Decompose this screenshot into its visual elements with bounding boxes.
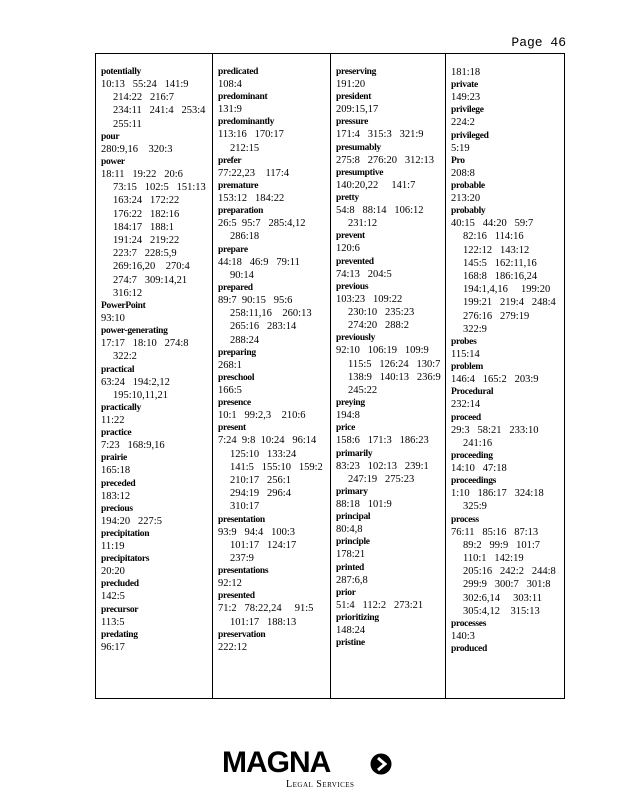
index-page-refs: 11:19 (101, 541, 125, 553)
index-page-refs: 245:22 (348, 385, 378, 397)
index-term: prairie (101, 453, 127, 464)
index-page-refs: 208:8 (451, 167, 475, 179)
index-term: presented (218, 591, 255, 602)
index-term: preserving (336, 67, 377, 77)
index-page-refs: 10:1 99:2,3 210:6 (218, 410, 306, 422)
index-term: produced (451, 644, 487, 655)
index-page-refs: 178:21 (336, 549, 366, 561)
index-page-refs: 83:23 102:13 239:1 (336, 460, 429, 472)
index-term: practically (101, 403, 141, 414)
index-page-refs: 265:16 283:14 (230, 321, 297, 333)
index-term: precluded (101, 579, 139, 590)
index-term: probable (451, 181, 485, 192)
index-term: pristine (336, 638, 365, 649)
index-page-refs: 113:5 (101, 616, 125, 628)
index-page-refs: 120:6 (336, 243, 360, 255)
index-page-refs: 322:9 (463, 323, 487, 335)
index-term: premature (218, 181, 259, 192)
index-page-refs: 165:18 (101, 465, 131, 477)
index-term: precious (101, 503, 133, 514)
index-page-refs: 115:14 (451, 349, 480, 361)
index-page-refs: 73:15 102:5 151:13 (113, 182, 206, 194)
index-page-refs: 1:10 186:17 324:18 (451, 488, 544, 500)
index-page-refs: 258:11,16 260:13 (230, 308, 312, 320)
index-page-refs: 241:16 (463, 437, 493, 449)
index-term: present (218, 423, 246, 434)
index-page-refs: 158:6 171:3 186:23 (336, 435, 429, 447)
index-term: potentially (101, 67, 141, 77)
index-term: process (451, 514, 479, 525)
index-page-refs: 7:24 9:8 10:24 96:14 (218, 435, 317, 447)
index-page-refs: 142:5 (101, 591, 125, 603)
index-page-refs: 194:8 (336, 410, 360, 422)
index-page-refs: 274:20 288:2 (348, 320, 409, 332)
index-page-refs: 205:16 242:2 244:8 (463, 566, 556, 578)
index-page-refs: 288:24 (230, 334, 260, 346)
index-page-refs: 210:17 256:1 (230, 475, 291, 487)
index-term: predicated (218, 67, 259, 77)
index-term: pretty (336, 193, 359, 204)
index-term: privileged (451, 130, 489, 141)
index-page-refs: 247:19 275:23 (348, 473, 415, 485)
index-page-refs: 89:2 99:9 101:7 (463, 539, 541, 551)
index-term: prioritizing (336, 613, 379, 624)
index-column-4 (445, 54, 564, 698)
index-column-3 (330, 54, 445, 698)
index-page-refs: 63:24 194:2,12 (101, 376, 170, 388)
index-page-refs: 93:9 94:4 100:3 (218, 526, 296, 538)
index-page-refs: 103:23 109:22 (336, 293, 403, 305)
index-term: probes (451, 337, 477, 348)
index-page-refs: 89:7 90:15 95:6 (218, 295, 293, 307)
index-term: power (101, 157, 125, 168)
index-page-refs: 90:14 (230, 269, 254, 281)
index-term: power-generating (101, 326, 168, 337)
index-page-refs: 141:5 155:10 159:2 (230, 461, 323, 473)
index-page-refs: 5:19 (451, 142, 470, 154)
index-column-1 (96, 54, 212, 698)
index-page-refs: 20:20 (101, 566, 125, 578)
index-page-refs: 310:17 (230, 501, 260, 513)
index-page-refs: 223:7 228:5,9 (113, 248, 177, 260)
index-page-refs: 145:5 162:11,16 (463, 257, 537, 269)
index-term: preying (336, 398, 365, 409)
index-page-refs: 299:9 300:7 301:8 (463, 579, 551, 591)
index-term: pour (101, 131, 120, 142)
index-page-refs: 14:10 47:18 (451, 463, 507, 475)
index-term: price (336, 423, 356, 434)
index-page-refs: 29:3 58:21 233:10 (451, 424, 539, 436)
index-page-refs: 194:1,4,16 199:20 (463, 284, 551, 296)
index-term: preservation (218, 629, 266, 640)
index-page-refs: 101:17 124:17 (230, 539, 297, 551)
index-term: proceeding (451, 451, 493, 462)
index-page-refs: 138:9 140:13 236:9 (348, 371, 441, 383)
index-page-refs: 183:12 (101, 490, 131, 502)
index-page-refs: 234:11 241:4 253:4 (113, 105, 206, 117)
index-page-refs: 122:12 143:12 (463, 244, 530, 256)
index-term: presumptive (336, 167, 384, 178)
index-term: precipitation (101, 529, 150, 540)
index-page-refs: 274:7 309:14,21 (113, 274, 188, 286)
index-page-refs: 92:12 (218, 578, 242, 590)
index-page-refs: 224:2 (451, 117, 475, 129)
index-page-refs: 166:5 (218, 385, 242, 397)
index-page-refs: 96:17 (101, 641, 125, 653)
index-page-refs: 171:4 315:3 321:9 (336, 129, 424, 141)
index-page-refs: 322:2 (113, 351, 137, 363)
index-page-refs: 268:1 (218, 359, 242, 371)
index-page-refs: 40:15 44:20 59:7 (451, 218, 534, 230)
index-term: previous (336, 281, 369, 292)
index-page-refs: 280:9,16 320:3 (101, 143, 173, 155)
index-page-refs: 275:8 276:20 312:13 (336, 154, 435, 166)
index-page-refs: 92:10 106:19 109:9 (336, 345, 429, 357)
index-page-refs: 113:16 170:17 (218, 129, 284, 141)
index-page-refs: 255:11 (113, 118, 142, 130)
index-term: prior (336, 587, 356, 598)
magna-logo (222, 746, 397, 794)
index-term: processes (451, 619, 487, 630)
index-page-refs: 276:16 279:19 (463, 310, 530, 322)
index-page-refs: 101:17 188:13 (230, 616, 297, 628)
index-page-refs: 176:22 182:16 (113, 208, 180, 220)
index-page-refs: 222:12 (218, 641, 248, 653)
index-page-refs: 191:20 (336, 79, 366, 90)
index-page-refs: 11:22 (101, 415, 125, 427)
index-page-refs: 80:4,8 (336, 524, 363, 536)
index-term: preparing (218, 347, 256, 358)
index-page-refs: 115:5 126:24 130:7 (348, 358, 441, 370)
index-page-refs: 140:3 (451, 631, 475, 643)
index-page-refs: 82:16 114:16 (463, 231, 524, 243)
index-term: primary (336, 487, 368, 498)
index-page-refs: 149:23 (451, 92, 481, 104)
index-page-refs: 232:14 (451, 399, 481, 411)
index-page-refs: 44:18 46:9 79:11 (218, 256, 300, 268)
index-term: practical (101, 364, 135, 375)
index-term: preceded (101, 478, 136, 489)
index-page-refs: 209:15,17 (336, 104, 379, 116)
index-term: predominant (218, 92, 268, 103)
index-page-refs: 316:12 (113, 287, 143, 299)
index-page-refs: 163:24 172:22 (113, 195, 180, 207)
index-term: preschool (218, 373, 255, 384)
index-term: privilege (451, 105, 484, 116)
index-term: Pro (451, 155, 465, 166)
index-page-refs: 212:15 (230, 142, 260, 154)
index-page-refs: 76:11 85:16 87:13 (451, 526, 539, 538)
logo-subtitle: Legal Services (286, 779, 355, 790)
index-page-refs: 17:17 18:10 274:8 (101, 338, 189, 350)
index-page-refs: 287:6,8 (336, 574, 368, 586)
circle-chevron-right-icon (370, 753, 392, 775)
page-number: Page 46 (511, 35, 566, 50)
index-page-refs: 146:4 165:2 203:9 (451, 374, 539, 386)
index-column-2 (212, 54, 330, 698)
index-term: preparation (218, 206, 264, 217)
index-term: Procedural (451, 387, 494, 398)
index-page-refs: 153:12 184:22 (218, 193, 285, 205)
index-term: precipitators (101, 554, 150, 565)
logo-wordmark: MAGNA (222, 746, 331, 779)
index-term: presentation (218, 514, 265, 525)
index-page-refs: 294:19 296:4 (230, 488, 291, 500)
index-term: PowerPoint (101, 301, 146, 312)
index-term: presence (218, 398, 251, 409)
index-page-refs: 191:24 219:22 (113, 235, 180, 247)
index-page-refs: 199:21 219:4 248:4 (463, 297, 556, 309)
index-term: president (336, 92, 372, 103)
index-term: presumably (336, 142, 381, 153)
index-term: presentations (218, 566, 269, 577)
index-page-refs: 213:20 (451, 193, 481, 205)
index-page-refs: 230:10 235:23 (348, 307, 415, 319)
index-page-refs: 184:17 188:1 (113, 221, 174, 233)
index-page-refs: 140:20,22 141:7 (336, 179, 416, 191)
index-page-refs: 325:9 (463, 501, 487, 513)
index-page-refs: 305:4,12 315:13 (463, 605, 540, 617)
index-page-refs: 18:11 19:22 20:6 (101, 169, 183, 181)
index-term: prevented (336, 256, 374, 267)
index-term: principle (336, 537, 370, 548)
index-page-refs: 26:5 95:7 285:4,12 (218, 218, 306, 230)
index-page-refs: 181:18 (451, 67, 481, 78)
index-page-refs: 302:6,14 303:11 (463, 592, 542, 604)
index-page-refs: 125:10 133:24 (230, 448, 297, 460)
index-page-refs: 131:9 (218, 104, 242, 116)
index-term: predominantly (218, 117, 275, 128)
index-page-refs: 231:12 (348, 218, 378, 230)
index-term: proceedings (451, 476, 497, 487)
index-page-refs: 7:23 168:9,16 (101, 440, 165, 452)
index-term: prefer (218, 155, 242, 166)
index-term: proceed (451, 412, 481, 423)
index-page-refs: 93:10 (101, 313, 125, 325)
index-page-refs: 10:13 55:24 141:9 (101, 79, 189, 90)
index-term: previously (336, 333, 376, 344)
index-term: precursor (101, 604, 139, 615)
index-term: primarily (336, 448, 373, 459)
index-term: predating (101, 629, 138, 640)
index-page-refs: 237:9 (230, 553, 254, 565)
index-page-refs: 71:2 78:22,24 91:5 (218, 603, 314, 615)
index-page-refs: 51:4 112:2 273:21 (336, 599, 424, 611)
index-term: practice (101, 428, 132, 439)
index-term: private (451, 80, 478, 91)
index-term: probably (451, 206, 486, 217)
word-index-table (95, 53, 565, 699)
index-page-refs: 195:10,11,21 (113, 389, 169, 401)
index-term: principal (336, 512, 371, 523)
index-term: printed (336, 562, 364, 573)
index-page-refs: 54:8 88:14 106:12 (336, 205, 424, 217)
index-page-refs: 88:18 101:9 (336, 499, 392, 511)
index-page-refs: 77:22,23 117:4 (218, 167, 290, 179)
index-term: pressure (336, 117, 369, 128)
index-page-refs: 168:8 186:16,24 (463, 271, 538, 283)
index-term: prevent (336, 231, 365, 242)
index-term: prepared (218, 283, 253, 294)
index-page-refs: 194:20 227:5 (101, 515, 162, 527)
index-page-refs: 110:1 142:19 (463, 553, 524, 565)
index-page-refs: 108:4 (218, 79, 242, 90)
index-page-refs: 269:16,20 270:4 (113, 261, 190, 273)
index-page-refs: 286:18 (230, 231, 260, 243)
index-page-refs: 74:13 204:5 (336, 268, 392, 280)
index-term: prepare (218, 244, 248, 255)
index-term: problem (451, 362, 484, 373)
index-page-refs: 148:24 (336, 625, 366, 637)
index-page-refs: 214:22 216:7 (113, 92, 174, 104)
